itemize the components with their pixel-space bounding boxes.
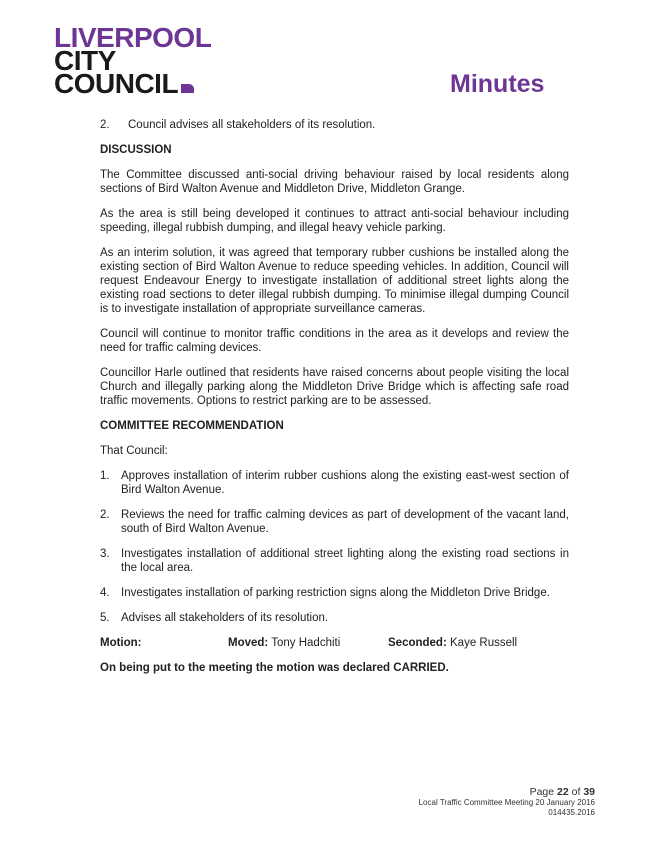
- page-total: 39: [583, 786, 595, 798]
- recommendation-item: [100, 547, 569, 575]
- motion-result: On being put to the meeting the motion was declared CARRIED.: [100, 662, 449, 674]
- list-number: 4.: [100, 587, 110, 599]
- discussion-paragraph: The Committee discussed anti-social driving behaviour raised by local residents along sections of Bird Walton Avenue and Middleton Drive, Middleton Grange.: [100, 169, 569, 195]
- page-footer: [419, 786, 595, 817]
- discussion-paragraph: Councillor Harle outlined that residents have raised concerns about people visiting the local Church and illegally parking along the Middleton Drive Bridge which is affecting safe road traffic movements. Options to restrict parking are to be assessed.: [100, 367, 569, 407]
- logo-line-liverpool: LIVERPOOL: [54, 22, 212, 53]
- list-text: Advises all stakeholders of its resolution.: [121, 612, 329, 624]
- discussion-paragraph: Council will continue to monitor traffic conditions in the area as it develops and review the need for traffic calming devices.: [100, 328, 569, 354]
- page-prefix: Page: [529, 786, 555, 798]
- section-title: Minutes: [450, 70, 545, 98]
- council-logo: [54, 22, 212, 99]
- moved-by-name: Tony Hadchiti: [271, 637, 341, 649]
- motion-label: Motion:: [100, 637, 142, 649]
- seconded-by: [388, 636, 517, 650]
- recommendation-item: [100, 611, 569, 625]
- intro-list-item: [100, 118, 569, 132]
- recommendation-item: [100, 586, 569, 600]
- discussion-paragraph: As the area is still being developed it continues to attract anti-social behaviour including speeding, illegal rubbish dumping, and illegal heavy vehicle parking.: [100, 208, 569, 234]
- discussion-paragraph: As an interim solution, it was agreed that temporary rubber cushions be installed along the existing section of Bird Walton Avenue to reduce speeding vehicles. In addition, Council will request Endeavour Energy to investigate installation of additional street lights along the existing road sections to deter illegal rubbish dumping. To minimise illegal dumping Council is to investigate installation of appropriate surveillance cameras.: [100, 247, 569, 315]
- seconded-label: Seconded:: [388, 637, 447, 649]
- moved-label: Moved:: [228, 637, 269, 649]
- list-number: 1.: [100, 470, 110, 482]
- list-text: Reviews the need for traffic calming devices as part of development of the vacant land, south of Bird Walton Avenue.: [121, 509, 569, 535]
- seconded-by-name: Kaye Russell: [450, 637, 518, 649]
- recommendation-intro: That Council:: [100, 445, 168, 457]
- list-text: Approves installation of interim rubber cushions along the existing east-west section of Bird Walton Avenue.: [121, 470, 569, 496]
- recommendation-item: [100, 469, 569, 497]
- document-ref: 014435.2016: [548, 807, 595, 817]
- page-current: 22: [557, 786, 569, 798]
- logo-line-city: CITY: [54, 45, 116, 76]
- list-number: 2.: [100, 509, 110, 521]
- recommendation-item: [100, 508, 569, 536]
- recommendation-heading: COMMITTEE RECOMMENDATION: [100, 420, 284, 432]
- moved-by: [228, 636, 388, 650]
- meeting-name: Local Traffic Committee Meeting 20 January 2016: [418, 798, 595, 807]
- list-text: Investigates installation of additional street lighting along the existing road sections in the local area.: [121, 548, 569, 574]
- discussion-heading: DISCUSSION: [100, 144, 172, 156]
- logo-line-council: [54, 68, 211, 99]
- list-text: Investigates installation of parking restriction signs along the Middleton Drive Bridge.: [121, 587, 550, 599]
- page-of: of: [571, 786, 581, 798]
- motion-row: [100, 636, 569, 650]
- page-number: [419, 786, 595, 798]
- list-number: 5.: [100, 612, 110, 624]
- list-text: Council advises all stakeholders of its resolution.: [128, 119, 376, 131]
- list-number: 3.: [100, 548, 110, 560]
- list-number: 2.: [100, 119, 110, 131]
- logo-mark-icon: [181, 84, 194, 93]
- logo-line-council-text: COUNCIL: [54, 68, 179, 99]
- document-body: [100, 118, 569, 675]
